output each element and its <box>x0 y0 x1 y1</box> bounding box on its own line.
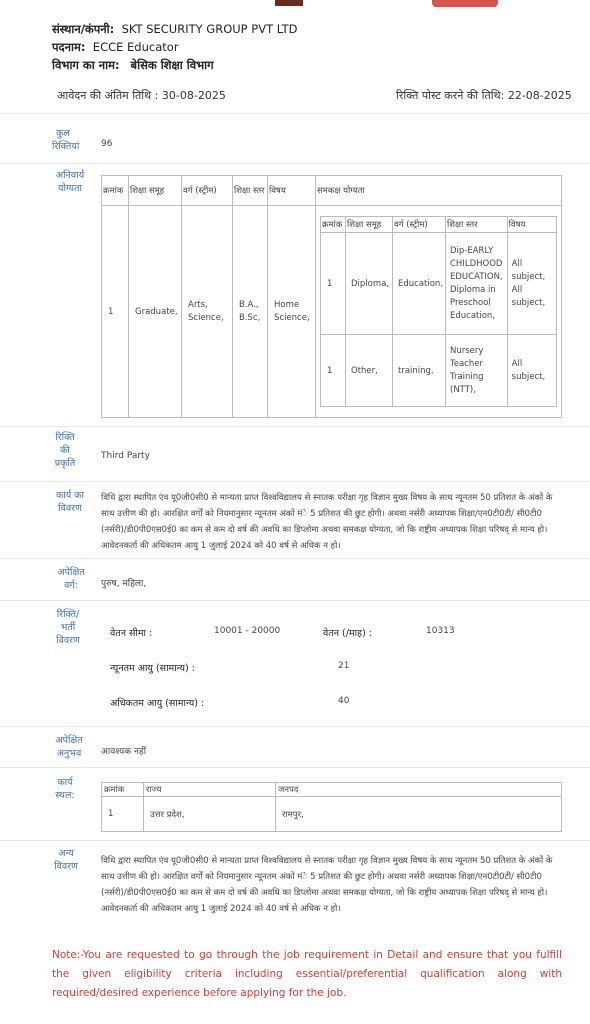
col-header: वर्ग (स्ट्रीम) <box>393 217 446 233</box>
col-header: शिक्षा समूह <box>346 217 393 233</box>
table-cell: All subject, All subject, <box>507 233 556 335</box>
col-header: क्रमांक <box>321 217 346 233</box>
col-header: वर्ग (स्ट्रीम) <box>182 176 233 206</box>
table-cell: उत्तर प्रदेश, <box>144 797 276 832</box>
logo-fragment <box>275 0 303 6</box>
table-row <box>321 233 557 335</box>
table-cell: Other, <box>346 335 393 407</box>
company-label: संस्थान/कंपनी: <box>52 22 115 36</box>
table-cell: 1 <box>321 335 346 407</box>
table-cell: Dip-EARLY CHILDHOOD EDUCATION, Diploma in Preschool Education, <box>446 233 508 335</box>
col-header: शिक्षा स्तर <box>446 217 508 233</box>
location-label: कार्य स्थल: <box>55 777 75 801</box>
post-date-value: 22-08-2025 <box>507 89 572 102</box>
divider <box>0 113 590 114</box>
dept-row <box>52 58 214 73</box>
vacancies-value: 96 <box>101 139 113 149</box>
table-cell: Home Science, <box>268 206 316 418</box>
table-cell: Arts, Science, <box>182 206 233 418</box>
col-header: शिक्षा समूह <box>129 176 182 206</box>
equivalent-cell <box>316 206 562 418</box>
table-cell: Nursery Teacher Training (NTT), <box>446 335 508 407</box>
table-cell: training, <box>393 335 446 407</box>
table-cell: रामपुर, <box>276 797 562 832</box>
min-age-value: 21 <box>338 661 350 671</box>
experience-label: अपेक्षित अनुभव <box>55 735 83 759</box>
nature-value: Third Party <box>101 451 150 461</box>
table-row <box>102 206 562 418</box>
last-date-label: आवेदन की अंतिम तिथि : <box>57 89 159 102</box>
col-header: क्रमांक <box>102 176 129 206</box>
recruit-label: रिक्ति/ भर्ती विवरण <box>56 609 80 646</box>
divider <box>0 163 590 164</box>
nature-label: रिक्ति की प्रकृति <box>54 432 76 469</box>
last-date <box>57 88 226 103</box>
divider <box>0 481 590 482</box>
work-description: विधि द्वारा स्थापित एंव यू0जी0सी0 से मान्यता प्राप्त विश्वविद्यालय से स्नातक परीक्षा गृह विज्ञान मुख्य विषय के साथ न्यूनतम 50 प्रतिशत के अंकों के साथ उत्तीण की हो। आरक्षित वर्गों को नियमानुसार न्यूनतम अंकों मंे 5 प्रतिशत की छुट होगी। अथवा नर्सरी अध्यापक शिक्षा/एन0टी0टी/ सी0टी0 (नर्सरी)/डी0पी0एस0ई0 का कम से कम दो वर्ष की अवधि का डिप्लोमा अथवा समकक्ष योग्यता, जो कि राष्ट्रीय अध्यापक शिक्षा परिषद् से मान्य हो। आवेदनकर्ता की अधिकतम आयु 1 जुलाई 2024 को 40 वर्ष से अधिक न हो। <box>101 493 553 551</box>
top-bar <box>0 0 590 8</box>
divider <box>0 426 590 427</box>
qualification-label: अनिवार्य योग्यता <box>55 170 85 194</box>
last-date-value: 30-08-2025 <box>161 89 226 102</box>
divider <box>0 726 590 727</box>
dept-label: विभाग का नाम: <box>52 58 120 72</box>
table-cell: Diploma, <box>346 233 393 335</box>
max-age-label: अधिकतम आयु (सामान्य) : <box>110 698 205 709</box>
divider <box>0 600 590 601</box>
table-cell: B.A., B.Sc, <box>233 206 268 418</box>
dept-name: बेसिक शिक्षा विभाग <box>130 58 214 72</box>
divider <box>0 558 590 559</box>
table-cell: 1 <box>102 206 129 418</box>
col-header: क्रमांक <box>102 783 144 797</box>
post-date <box>396 88 572 103</box>
work-label: कार्य का विवरण <box>55 490 85 514</box>
table-cell: 1 <box>321 233 346 335</box>
note-text: Note:-You are requested to go through the job requirement in Detail and ensure that you fulfill the given eligibility criteria including essential/preferential qualification along with required/desired experience before applying for the job. <box>52 949 562 999</box>
table-cell: Graduate, <box>129 206 182 418</box>
divider <box>0 840 590 841</box>
post-row <box>52 40 179 55</box>
col-header: विषय <box>268 176 316 206</box>
other-description: विधि द्वारा स्थापित एंव यू0जी0सी0 से मान्यता प्राप्त विश्वविद्यालय से स्नातक परीक्षा गृह विज्ञान मुख्य विषय के साथ न्यूनतम 50 प्रतिशत के अंकों के साथ उत्तीण की हो। आरक्षित वर्गों को नियमानुसार न्यूनतम अंकों मंे 5 प्रतिशत की छुट होगी। अथवा नर्सरी अध्यापक शिक्षा/एन0टी0टी/ सी0टी0 (नर्सरी)/डी0पी0एस0ई0 का कम से कम दो वर्ष की अवधि का डिप्लोमा अथवा समकक्ष योग्यता, जो कि राष्ट्रीय अध्यापक शिक्षा परिषद् से मान्य हो। आवेदनकर्ता की अधिकतम आयु 1 जुलाई 2024 को 40 वर्ष से अधिक न हो। <box>101 856 553 914</box>
table-cell: Education, <box>393 233 446 335</box>
divider <box>0 767 590 768</box>
experience-value: आवश्यक नहीं <box>101 747 147 757</box>
apply-button-fragment[interactable] <box>432 0 498 7</box>
gender-label: अपेक्षित वर्ग: <box>57 567 85 591</box>
other-label: अन्य विवरण <box>54 848 78 872</box>
table-cell: 1 <box>102 797 144 832</box>
post-name: ECCE Educator <box>92 40 179 54</box>
col-header: जनपद <box>276 783 562 797</box>
vacancies-label: कुल रिक्तियां <box>52 128 80 152</box>
table-row <box>321 335 557 407</box>
salary-range-value: 10001 - 20000 <box>214 626 281 636</box>
post-label: पदनाम: <box>52 40 86 54</box>
col-header: विषय <box>507 217 556 233</box>
salary-range-label: वेतन सीमा : <box>110 628 153 639</box>
salary-value: 10313 <box>426 626 455 636</box>
min-age-label: न्यूनतम आयु (सामान्य) : <box>110 663 195 674</box>
equivalent-table <box>320 216 557 407</box>
qualification-table <box>101 175 562 418</box>
table-cell: All subject, <box>507 335 556 407</box>
col-header: समकक्ष योग्यता <box>316 176 562 206</box>
col-header: राज्य <box>144 783 276 797</box>
company-name: SKT SECURITY GROUP PVT LTD <box>121 22 298 36</box>
table-row <box>102 797 562 832</box>
col-header: शिक्षा स्तर <box>233 176 268 206</box>
post-date-label: रिक्ति पोस्ट करने की तिथि: <box>396 89 505 102</box>
max-age-value: 40 <box>338 696 350 706</box>
location-table <box>101 782 562 832</box>
salary-label: वेतन (/माह) : <box>323 628 373 639</box>
gender-value: पुरुष, महिला, <box>101 579 147 589</box>
company-row <box>52 22 297 37</box>
